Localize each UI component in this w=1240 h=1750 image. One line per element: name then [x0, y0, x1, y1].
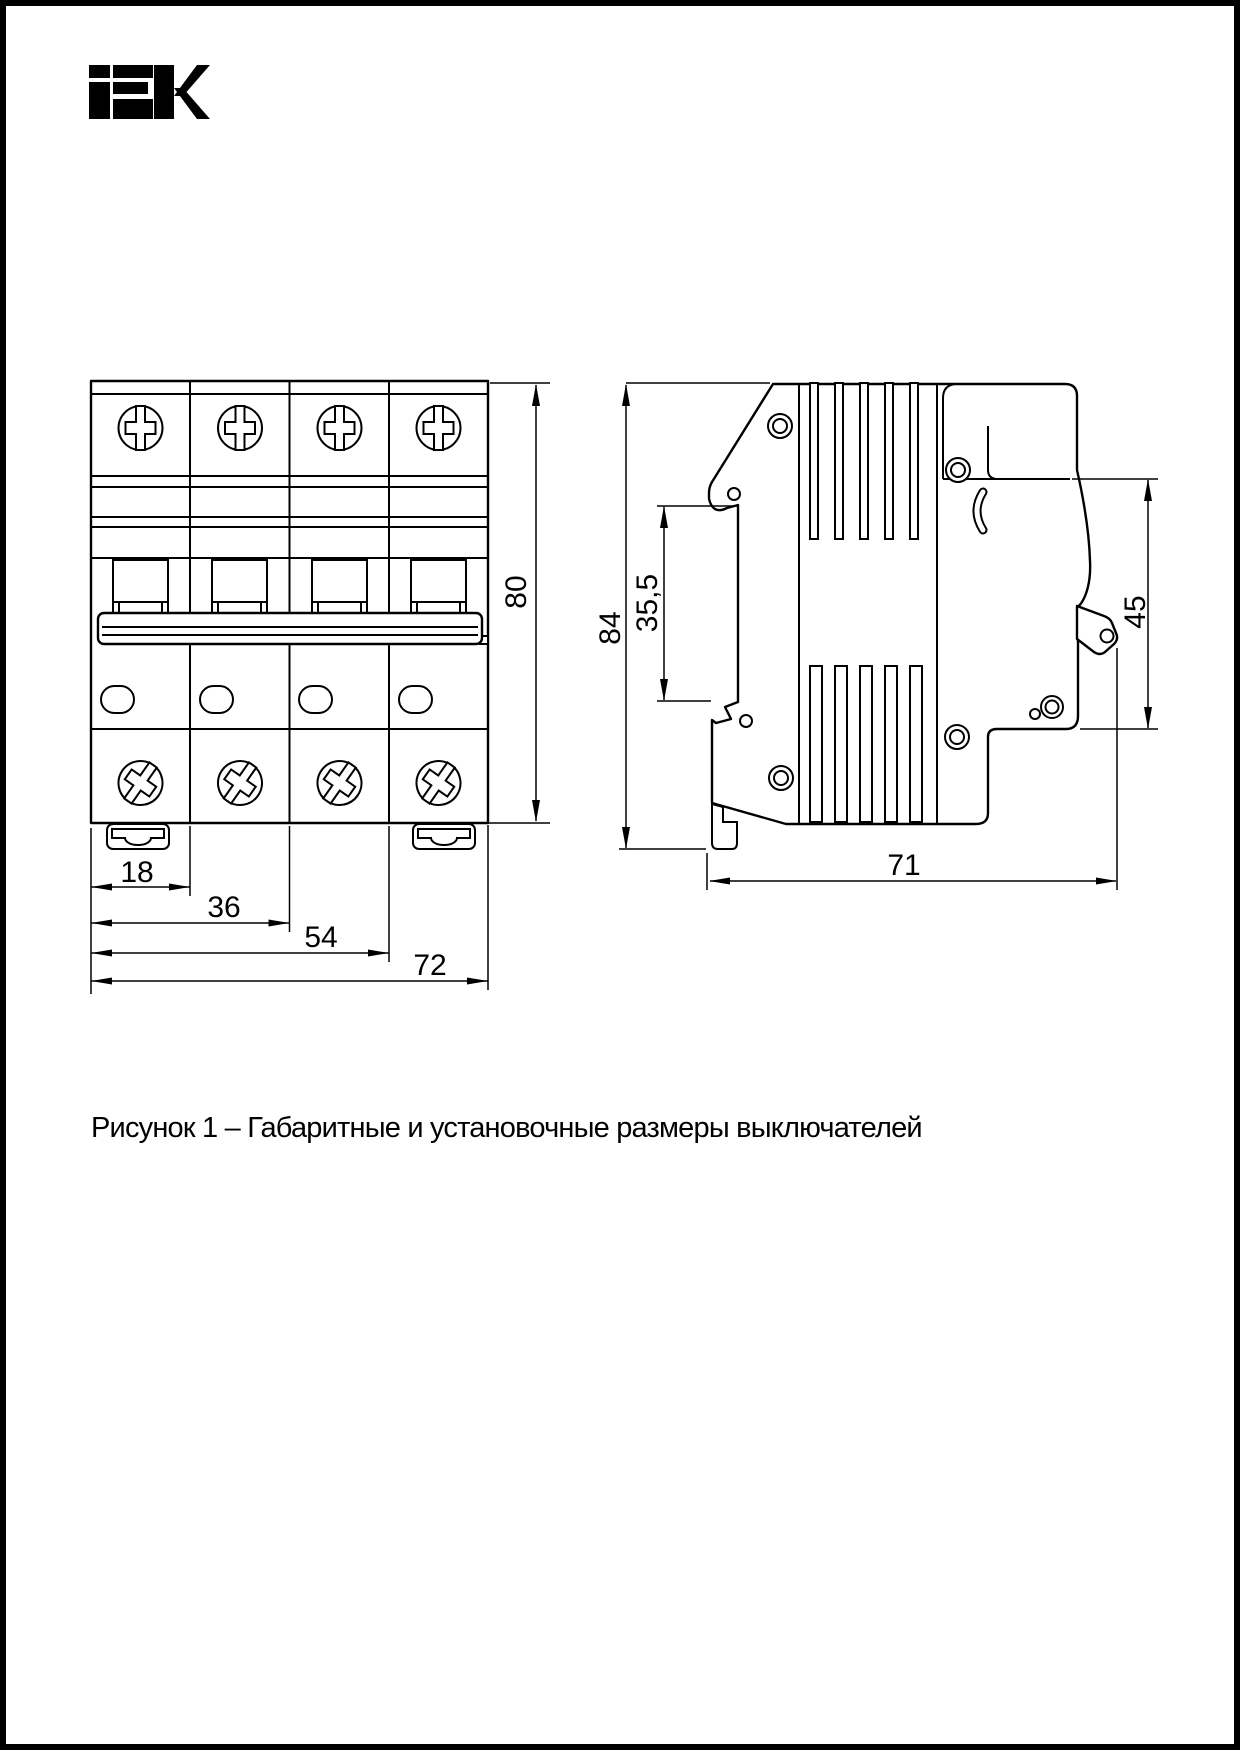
din-clip: [413, 824, 475, 849]
toggle-handle: [212, 560, 267, 613]
logo-e-top-bar: [113, 65, 153, 78]
dim-label-18: 18: [120, 856, 154, 889]
logo-e-mid-bar: [113, 82, 148, 94]
din-foot: [712, 804, 737, 849]
dim-label-45: 45: [1119, 595, 1152, 629]
dim-label-54: 54: [304, 921, 338, 954]
logo-i-dot: [89, 65, 110, 78]
toggle-handle: [411, 560, 466, 613]
dim-label-35-5: 35,5: [631, 573, 664, 633]
toggle-handle: [312, 560, 367, 613]
screw-icon: [417, 406, 461, 450]
logo-i-stem: [89, 82, 110, 119]
dim-label-80: 80: [500, 575, 533, 609]
logo-k-lower-arm: [174, 88, 210, 119]
technical-drawing: [6, 6, 1240, 1750]
screw-icon: [119, 406, 163, 450]
dim-label-72: 72: [413, 949, 447, 982]
lever-pivot-hole: [1101, 630, 1114, 643]
toggle-handle: [113, 560, 168, 613]
din-clip: [107, 824, 169, 849]
front-view-drawing: [91, 381, 550, 994]
logo-k-stem: [154, 65, 174, 119]
iek-logo: [89, 65, 210, 119]
label-window: [299, 686, 332, 713]
side-toggle-lever: [1077, 606, 1117, 654]
screw-icon: [218, 406, 262, 450]
label-window: [399, 686, 432, 713]
figure-caption: Рисунок 1 – Габаритные и установочные размеры выключателей: [91, 1112, 922, 1144]
din-rail-clips: [107, 824, 475, 849]
dim-label-71: 71: [887, 849, 921, 882]
handle-tie-bar: [98, 613, 488, 644]
breaker-body-side: [709, 384, 1090, 824]
dim-label-36: 36: [207, 891, 241, 924]
screw-icon: [318, 406, 362, 450]
label-window: [200, 686, 233, 713]
label-window: [101, 686, 134, 713]
logo-e-bottom-bar: [113, 99, 153, 119]
dim-label-84: 84: [594, 611, 627, 645]
side-view-drawing: [594, 383, 1158, 890]
